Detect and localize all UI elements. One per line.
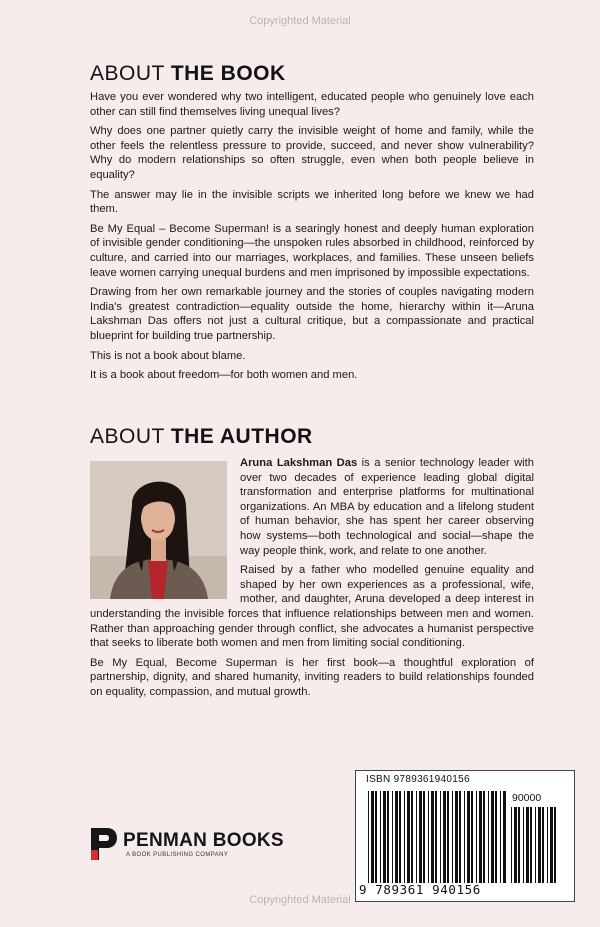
author-paragraph: Raised by a father who modelled genuine equality and shaped by her own experiences as a professional, wife, mother, and daughter, Aruna developed a deep interest in understanding the invisible forces that influence relationships between men and women. Rather than approaching gender through conflict, she advocates a humanist perspective that seeks to liberate both women and men from limiting social conditioning. — [90, 564, 534, 650]
price-code: 90000 — [512, 792, 542, 804]
author-name: Aruna Lakshman Das — [240, 457, 358, 469]
about-author-heading — [90, 425, 313, 449]
author-bio-intro: is a senior technology leader with over two decades of experience leading global digital transformation and enterprise platforms for multinational organizations. An MBA by education and a lifelong student of human behavior, she has spent her career observing how systems—both technological and social—shape the way people think, work, and relate to one another. — [240, 457, 534, 557]
book-paragraph: Drawing from her own remarkable journey and the stories of couples navigating modern India's greatest contradiction—equality outside the home, hierarchy within it—Aruna Lakshman Das offers not just a cultural critique, but a compassionate and practical blueprint for building true partnership. — [90, 286, 534, 342]
author-photo — [90, 461, 227, 599]
about-author-heading-bold: THE AUTHOR — [170, 425, 313, 448]
watermark-top: Copyrighted Material — [249, 15, 351, 27]
book-paragraph: Why does one partner quietly carry the invisible weight of home and family, while the other feels the relentless pressure to provide, succeed, and never show vulnerability? Why do modern relationships so often struggle, even when both people believe in equality? — [90, 125, 534, 181]
isbn-digits: 9 789361 940156 — [359, 882, 481, 897]
about-book-heading — [90, 62, 286, 86]
publisher-logo — [89, 826, 319, 866]
book-paragraph: Be My Equal – Become Superman! is a searingly honest and deeply human exploration of invisible gender conditioning—the unspoken rules absorbed in childhood, reinforced by culture, and carried into our marriages, workplaces, and families. These unseen beliefs leave women carrying unequal burdens and men imprisoned by impossible expectations. — [90, 222, 534, 279]
penman-logo-icon — [89, 826, 119, 862]
watermark-bottom: Copyrighted Material — [249, 894, 351, 906]
price-barcode-bars — [511, 807, 561, 883]
isbn-label: ISBN 9789361940156 — [366, 774, 470, 785]
book-paragraph: It is a book about freedom—for both women and men. — [90, 369, 358, 382]
about-book-heading-bold: THE BOOK — [170, 62, 286, 85]
book-paragraph: Have you ever wondered why two intelligent, educated people who genuinely love each other can still find themselves living unequal lives? — [90, 91, 534, 118]
about-book-heading-light: ABOUT — [90, 62, 165, 85]
publisher-tagline: A BOOK PUBLISHING COMPANY — [126, 852, 229, 858]
book-paragraph: This is not a book about blame. — [90, 349, 246, 362]
barcode-bars — [368, 791, 506, 883]
about-author-heading-light: ABOUT — [90, 425, 165, 448]
about-book-text — [90, 90, 534, 388]
book-paragraph: The answer may lie in the invisible scripts we inherited long before we knew we had them. — [90, 188, 534, 216]
author-paragraph: Be My Equal, Become Superman is her first book—a thoughtful exploration of partnership, dignity, and shared humanity, inviting readers to build relationships founded on equality, compassion, and mutual growth. — [90, 656, 534, 698]
isbn-barcode — [355, 770, 575, 902]
publisher-name: PENMAN BOOKS — [123, 830, 284, 851]
